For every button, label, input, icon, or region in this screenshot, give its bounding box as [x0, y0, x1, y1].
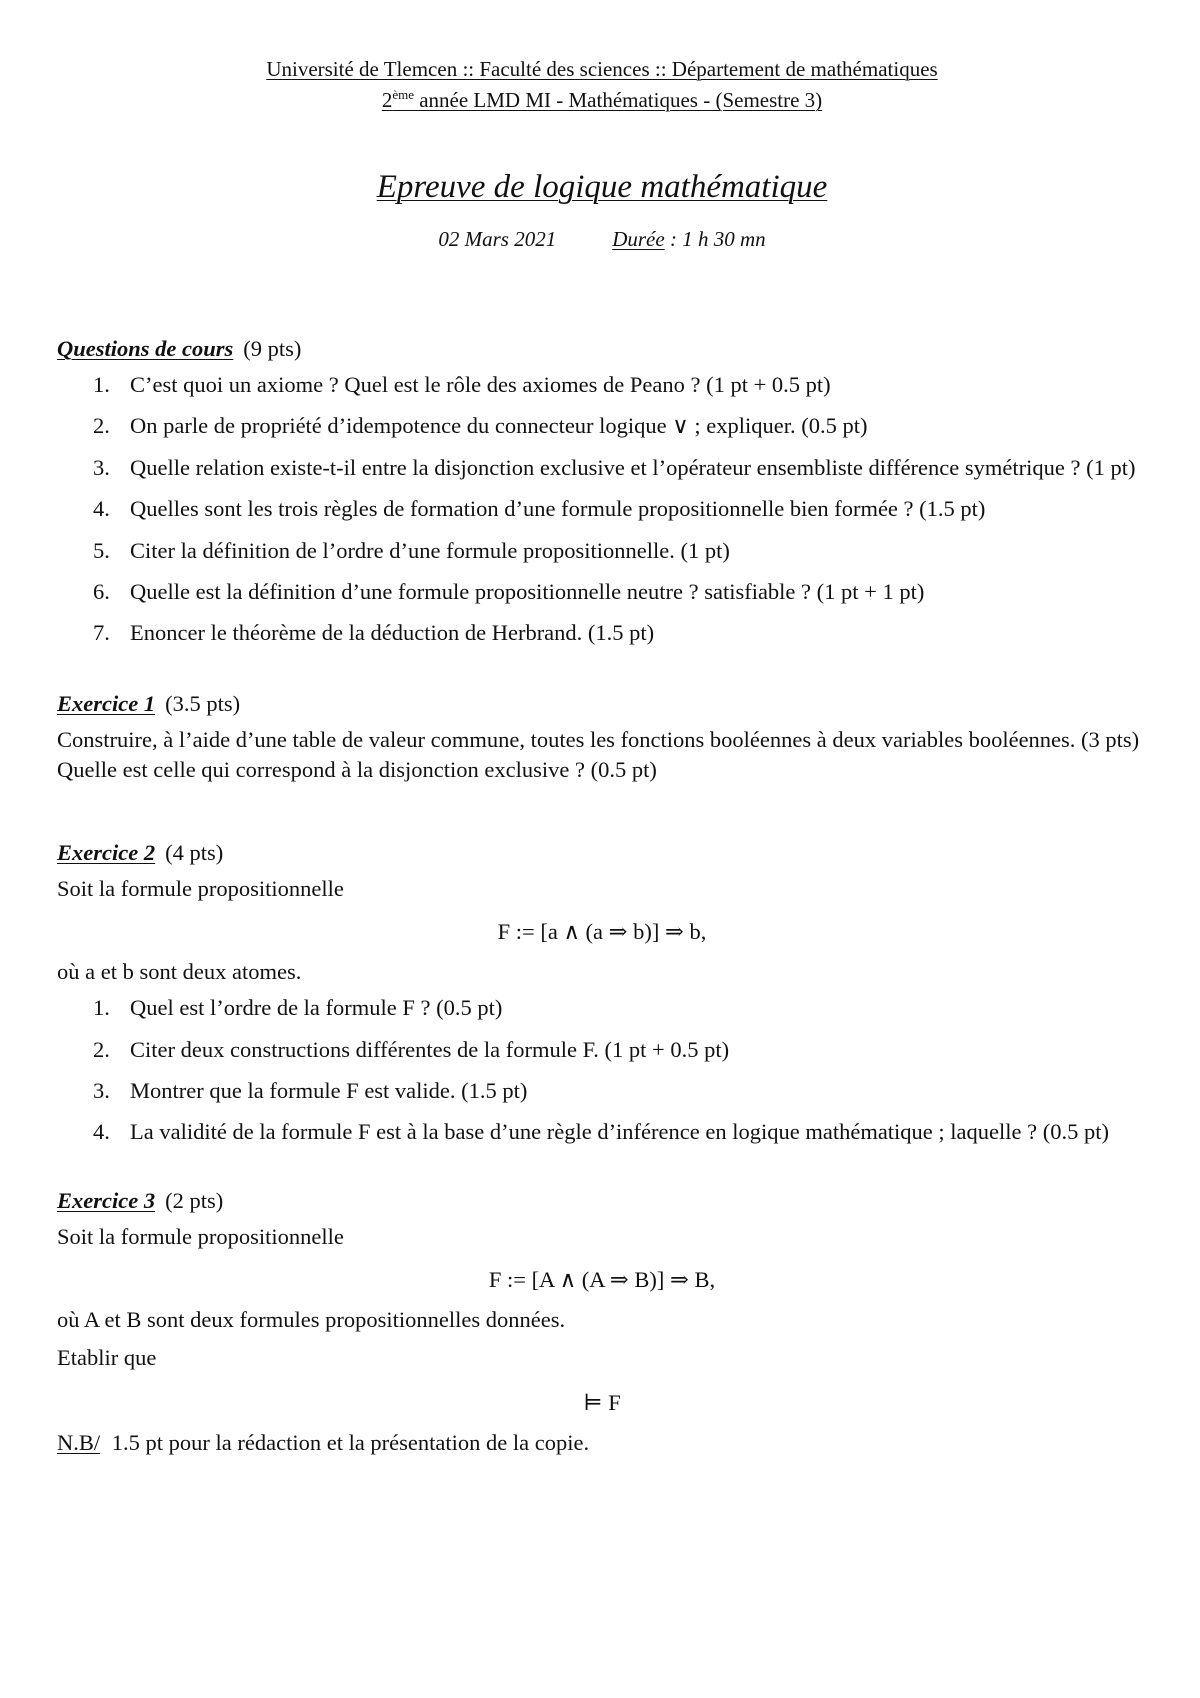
list-item: 4. Quelles sont les trois règles de formation d’une formule propositionnelle bien formée ? (1.5 pt)	[93, 496, 986, 522]
list-item: 3. Quelle relation existe-t-il entre la disjonction exclusive et l’opérateur ensembliste différence symétrique ? (1 pt)	[93, 454, 1136, 480]
university-header	[57, 55, 1147, 84]
formula: F := [A ∧ (A ⇒ B)] ⇒ B,	[488, 1266, 716, 1292]
duration-label: Durée	[612, 227, 665, 252]
duration-value: : 1 h 30 mn	[664, 227, 766, 252]
list-item: 6. Quelle est la définition d’une formule propositionnelle neutre ? satisfiable ? (1 pt + 1 pt)	[93, 578, 925, 604]
section-heading: Questions de cours (9 pts)	[57, 335, 302, 361]
list-item: 4. La validité de la formule F est à la base d’une règle d’inférence en logique mathématique ; laquelle ? (0.5 pt)	[93, 1119, 1109, 1145]
exam-meta	[57, 225, 1147, 253]
university-line: Université de Tlemcen :: Faculté des sciences :: Département de mathématiques	[266, 57, 938, 81]
formula: ⊨ F	[583, 1389, 621, 1415]
exam-page	[57, 55, 1147, 1481]
section-exercice-2	[57, 838, 1147, 1148]
class-line: 2ème année LMD MI - Mathématiques - (Semestre 3)	[381, 87, 823, 113]
note-text: 1.5 pt pour la rédaction et la présentation de la copie.	[111, 1430, 590, 1456]
exercise-text: Construire, à l’aide d’une table de valeur commune, toutes les fonctions booléennes à deux variables booléennes. (3 pts) Quelle est celle qui correspond à la disjonction exclusive ? (0.5 pt)	[57, 727, 1140, 783]
exercise-text: Etablir que	[57, 1345, 157, 1371]
note	[57, 1428, 1147, 1458]
list-item: 2. Citer deux constructions différentes de la formule F. (1 pt + 0.5 pt)	[93, 1036, 730, 1062]
exam-title: Epreuve de logique mathématique	[376, 168, 828, 205]
exercise-text: où a et b sont deux atomes.	[57, 958, 302, 984]
section-heading: Exercice 2 (4 pts)	[57, 839, 224, 865]
class-header	[57, 86, 1147, 115]
section-exercice-3	[57, 1186, 1147, 1418]
exam-date: 02 Mars 2021	[438, 227, 557, 252]
section-heading: Exercice 1 (3.5 pts)	[57, 690, 241, 716]
list-item: 2. On parle de propriété d’idempotence du connecteur logique ∨ ; expliquer. (0.5 pt)	[93, 413, 868, 439]
exercise-text: où A et B sont deux formules propositionnelles données.	[57, 1306, 566, 1332]
formula: F := [a ∧ (a ⇒ b)] ⇒ b,	[497, 918, 707, 944]
list-item: 1. C’est quoi un axiome ? Quel est le rôle des axiomes de Peano ? (1 pt + 0.5 pt)	[93, 372, 831, 398]
section-exercice-1	[57, 689, 1147, 786]
section-heading: Exercice 3 (2 pts)	[57, 1187, 224, 1213]
note-label: N.B/	[57, 1430, 101, 1456]
section-cours	[57, 334, 1147, 649]
exercise-intro: Soit la formule propositionnelle	[57, 1224, 344, 1250]
exercise-intro: Soit la formule propositionnelle	[57, 876, 344, 902]
list-item: 1. Quel est l’ordre de la formule F ? (0.5 pt)	[93, 995, 503, 1021]
list-item: 7. Enoncer le théorème de la déduction de Herbrand. (1.5 pt)	[93, 620, 655, 646]
list-item: 5. Citer la définition de l’ordre d’une formule propositionnelle. (1 pt)	[93, 537, 730, 563]
cours-question-list	[57, 370, 1147, 649]
exercise-question-list	[57, 993, 1147, 1148]
list-item: 3. Montrer que la formule F est valide. (1.5 pt)	[93, 1078, 528, 1104]
